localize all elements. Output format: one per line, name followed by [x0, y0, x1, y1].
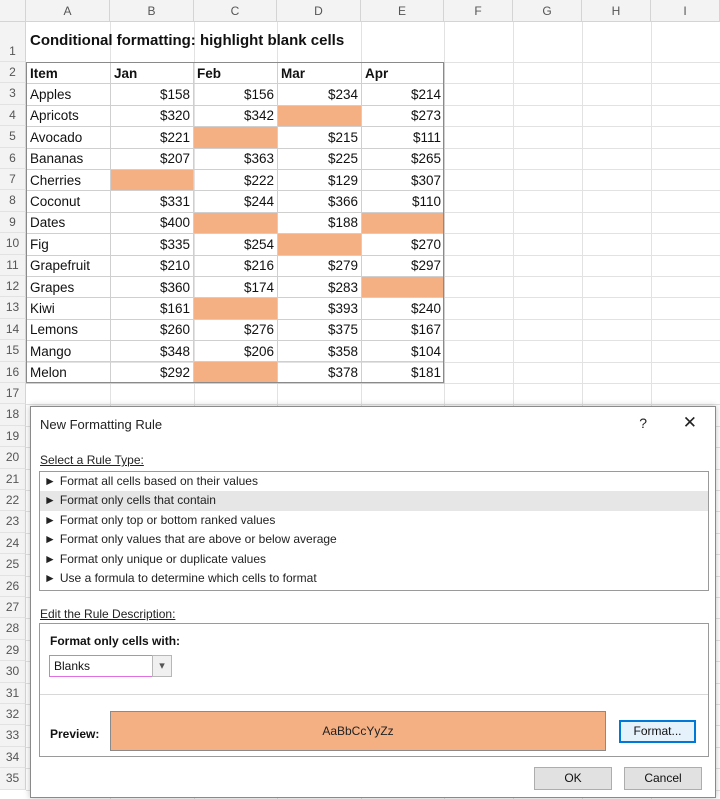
row-header[interactable]: 22	[0, 490, 26, 511]
blank-cell[interactable]	[194, 298, 278, 319]
column-header[interactable]: H	[582, 0, 651, 22]
table-row	[27, 148, 445, 169]
blank-cell[interactable]	[362, 212, 445, 233]
column-header[interactable]: G	[513, 0, 582, 22]
row-header[interactable]: 24	[0, 533, 26, 554]
rule-type-option[interactable]	[40, 491, 708, 510]
value-cell[interactable]: $215	[278, 127, 362, 148]
value-cell[interactable]: $225	[278, 148, 362, 169]
value-cell[interactable]: $111	[362, 127, 445, 148]
select-rule-type-label	[40, 453, 144, 467]
table-row	[27, 84, 445, 105]
value-cell[interactable]: $335	[111, 234, 194, 255]
rule-type-label: Format only unique or duplicate values	[59, 551, 267, 566]
rule-type-option[interactable]	[40, 569, 708, 588]
column-header[interactable]: A	[26, 0, 110, 22]
table-row	[27, 212, 445, 233]
new-formatting-rule-dialog	[30, 406, 716, 798]
format-only-cells-with-label: Format only cells with:	[50, 634, 181, 648]
value-cell[interactable]: $292	[111, 362, 194, 383]
value-cell[interactable]: $207	[111, 148, 194, 169]
rule-description-panel	[39, 623, 709, 757]
rule-type-list[interactable]	[39, 471, 709, 591]
rule-type-label: Format only cells that contain	[59, 493, 216, 508]
header-cell[interactable]: Apr	[362, 63, 445, 84]
row-header[interactable]: 11	[0, 255, 26, 276]
format-button[interactable]: Format...	[619, 720, 696, 743]
rule-type-label: Format only top or bottom ranked values	[59, 512, 276, 527]
value-cell[interactable]: $214	[362, 84, 445, 105]
item-cell[interactable]: Lemons	[27, 319, 111, 340]
item-cell[interactable]: Kiwi	[27, 298, 111, 319]
blank-cell[interactable]	[362, 276, 445, 297]
value-cell[interactable]: $331	[111, 191, 194, 212]
value-cell[interactable]: $273	[362, 105, 445, 126]
value-cell[interactable]: $265	[362, 148, 445, 169]
value-cell[interactable]: $363	[194, 148, 278, 169]
value-cell[interactable]: $393	[278, 298, 362, 319]
item-cell[interactable]: Dates	[27, 212, 111, 233]
value-cell[interactable]: $400	[111, 212, 194, 233]
blank-cell[interactable]	[111, 169, 194, 190]
item-cell[interactable]: Apricots	[27, 105, 111, 126]
divider	[40, 694, 708, 695]
arrow-right-icon: ►	[44, 474, 56, 488]
row-header[interactable]: 35	[0, 768, 26, 789]
data-table	[26, 62, 445, 384]
row-header[interactable]: 34	[0, 747, 26, 768]
item-cell[interactable]: Grapefruit	[27, 255, 111, 276]
value-cell[interactable]: $297	[362, 255, 445, 276]
value-cell[interactable]: $188	[278, 212, 362, 233]
value-cell[interactable]: $283	[278, 276, 362, 297]
rule-type-option[interactable]	[40, 530, 708, 549]
arrow-right-icon: ►	[44, 551, 56, 566]
value-cell[interactable]: $129	[278, 169, 362, 190]
value-cell[interactable]: $216	[194, 255, 278, 276]
edit-rule-description-label-text: Edit the Rule Description:	[40, 607, 176, 621]
blank-cell[interactable]	[278, 234, 362, 255]
help-icon[interactable]: ?	[639, 415, 647, 431]
blank-cell[interactable]	[194, 362, 278, 383]
value-cell[interactable]: $279	[278, 255, 362, 276]
row-header[interactable]: 29	[0, 640, 26, 661]
table-row	[27, 127, 445, 148]
table-row	[27, 298, 445, 319]
item-cell[interactable]: Grapes	[27, 276, 111, 297]
row-header[interactable]: 12	[0, 276, 26, 297]
value-cell[interactable]: $254	[194, 234, 278, 255]
value-cell[interactable]: $360	[111, 276, 194, 297]
blank-cell[interactable]	[194, 212, 278, 233]
row-header[interactable]: 17	[0, 383, 26, 404]
row-header[interactable]: 10	[0, 233, 26, 254]
row-header[interactable]: 5	[0, 126, 26, 147]
value-cell[interactable]: $110	[362, 191, 445, 212]
item-cell[interactable]: Melon	[27, 362, 111, 383]
row-header[interactable]: 13	[0, 297, 26, 318]
item-cell[interactable]: Cherries	[27, 169, 111, 190]
row-header[interactable]: 20	[0, 447, 26, 468]
column-header[interactable]: F	[444, 0, 513, 22]
value-cell[interactable]: $378	[278, 362, 362, 383]
value-cell[interactable]: $104	[362, 341, 445, 362]
table-header-row	[27, 63, 445, 84]
value-cell[interactable]: $260	[111, 319, 194, 340]
row-header[interactable]: 31	[0, 683, 26, 704]
value-cell[interactable]: $320	[111, 105, 194, 126]
row-header[interactable]: 3	[0, 83, 26, 104]
value-cell[interactable]: $358	[278, 341, 362, 362]
row-header[interactable]: 21	[0, 469, 26, 490]
row-header[interactable]: 25	[0, 554, 26, 575]
value-cell[interactable]: $210	[111, 255, 194, 276]
item-cell[interactable]: Avocado	[27, 127, 111, 148]
value-cell[interactable]: $348	[111, 341, 194, 362]
arrow-right-icon: ►	[44, 570, 56, 585]
value-cell[interactable]: $342	[194, 105, 278, 126]
row-header[interactable]: 6	[0, 148, 26, 169]
value-cell[interactable]: $158	[111, 84, 194, 105]
rule-type-option[interactable]	[40, 472, 708, 491]
value-cell[interactable]: $161	[111, 298, 194, 319]
value-cell[interactable]: $174	[194, 276, 278, 297]
column-header[interactable]: D	[277, 0, 361, 22]
item-cell[interactable]: Coconut	[27, 191, 111, 212]
row-header[interactable]: 2	[0, 62, 26, 83]
row-header[interactable]: 7	[0, 169, 26, 190]
row-header[interactable]: 14	[0, 319, 26, 340]
preview-label: Preview:	[50, 727, 100, 741]
arrow-right-icon: ►	[44, 493, 56, 508]
item-cell[interactable]: Apples	[27, 84, 111, 105]
row-header[interactable]: 19	[0, 426, 26, 447]
select-rule-type-label-text: Select a Rule Type:	[40, 453, 144, 467]
value-cell[interactable]: $240	[362, 298, 445, 319]
value-cell[interactable]: $234	[278, 84, 362, 105]
rule-type-option[interactable]	[40, 550, 708, 569]
value-cell[interactable]: $221	[111, 127, 194, 148]
value-cell[interactable]: $276	[194, 319, 278, 340]
value-cell[interactable]: $206	[194, 341, 278, 362]
column-header[interactable]: B	[110, 0, 194, 22]
row-header[interactable]: 8	[0, 190, 26, 211]
row-header[interactable]: 18	[0, 404, 26, 425]
table-row	[27, 341, 445, 362]
edit-rule-description-label	[40, 607, 175, 621]
value-cell[interactable]: $270	[362, 234, 445, 255]
table-row	[27, 255, 445, 276]
table-row	[27, 234, 445, 255]
header-cell[interactable]: Jan	[111, 63, 194, 84]
row-header[interactable]: 9	[0, 212, 26, 233]
cancel-button[interactable]: Cancel	[624, 767, 702, 790]
arrow-right-icon: ►	[44, 532, 56, 547]
value-cell[interactable]: $181	[362, 362, 445, 383]
table-row	[27, 276, 445, 297]
header-cell[interactable]: Feb	[194, 63, 278, 84]
close-icon[interactable]: ✕	[682, 413, 697, 432]
table-row	[27, 319, 445, 340]
blank-cell[interactable]	[278, 105, 362, 126]
item-cell[interactable]: Bananas	[27, 148, 111, 169]
item-cell[interactable]: Mango	[27, 341, 111, 362]
value-cell[interactable]: $307	[362, 169, 445, 190]
blank-cell[interactable]	[194, 127, 278, 148]
column-header[interactable]: I	[651, 0, 720, 22]
format-preview: AaBbCcYyZz	[110, 711, 606, 751]
value-cell[interactable]: $222	[194, 169, 278, 190]
value-cell[interactable]: $244	[194, 191, 278, 212]
header-cell[interactable]: Mar	[278, 63, 362, 84]
rule-type-option[interactable]	[40, 511, 708, 530]
value-cell[interactable]: $366	[278, 191, 362, 212]
column-header[interactable]: E	[361, 0, 444, 22]
rule-type-label: Format only values that are above or below average	[59, 532, 337, 547]
value-cell[interactable]: $375	[278, 319, 362, 340]
row-header[interactable]: 4	[0, 105, 26, 126]
sheet-title[interactable]: Conditional formatting: highlight blank cells	[30, 32, 345, 49]
chevron-down-icon[interactable]: ▾	[152, 655, 172, 677]
row-header[interactable]: 26	[0, 576, 26, 597]
arrow-right-icon: ►	[44, 512, 56, 527]
row-header[interactable]: 23	[0, 511, 26, 532]
value-cell[interactable]: $167	[362, 319, 445, 340]
value-cell[interactable]: $156	[194, 84, 278, 105]
select-all-corner[interactable]	[0, 0, 26, 22]
table-row	[27, 105, 445, 126]
ok-button[interactable]: OK	[534, 767, 612, 790]
row-header[interactable]: 32	[0, 704, 26, 725]
row-header[interactable]: 15	[0, 340, 26, 361]
dialog-title: New Formatting Rule	[40, 417, 163, 432]
condition-dropdown[interactable]: Blanks	[49, 655, 153, 677]
row-header[interactable]: 27	[0, 597, 26, 618]
item-cell[interactable]: Fig	[27, 234, 111, 255]
table-row	[27, 169, 445, 190]
table-row	[27, 362, 445, 383]
row-header[interactable]: 16	[0, 362, 26, 383]
header-cell[interactable]: Item	[27, 63, 111, 84]
rule-type-label: Format all cells based on their values	[59, 474, 258, 488]
table-row	[27, 191, 445, 212]
column-header[interactable]: C	[194, 0, 277, 22]
row-header[interactable]: 30	[0, 661, 26, 682]
row-header[interactable]: 28	[0, 618, 26, 639]
row-header[interactable]: 1	[0, 22, 26, 62]
row-header[interactable]: 33	[0, 725, 26, 746]
rule-type-label: Use a formula to determine which cells to format	[59, 570, 317, 585]
